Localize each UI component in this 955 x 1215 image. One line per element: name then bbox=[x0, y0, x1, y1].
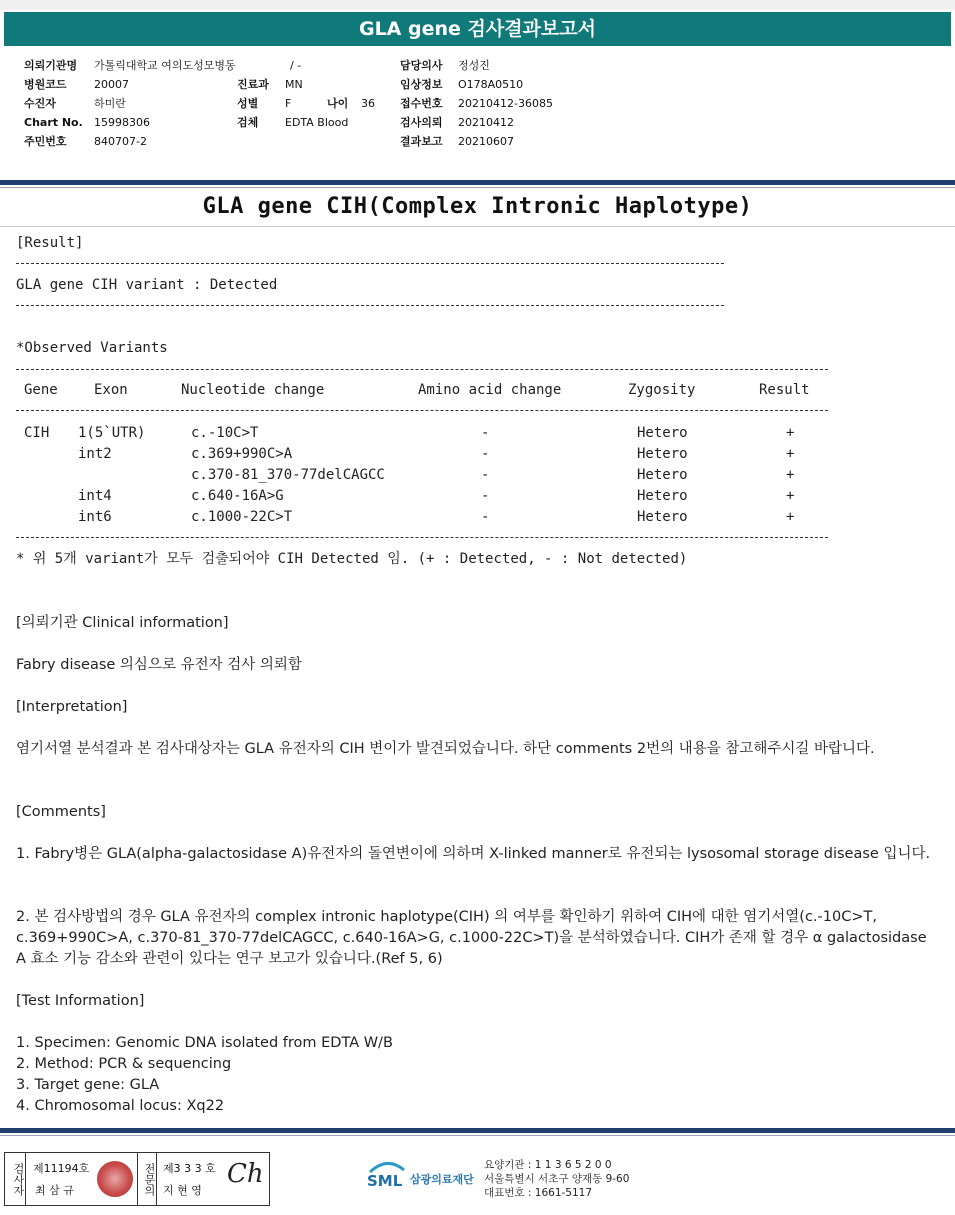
value-receipt-no: 20210412-36085 bbox=[458, 97, 553, 110]
top-strip bbox=[0, 0, 955, 10]
inspector-license-no: 제11194호 bbox=[33, 1162, 90, 1175]
value-hospital-code: 20007 bbox=[94, 78, 129, 91]
col-header-amino: Amino acid change bbox=[418, 382, 562, 398]
table-note: * 위 5개 variant가 모두 검출되어야 CIH Detected 임. (+ : Detected, - : Not detected) bbox=[16, 551, 688, 567]
inspector-name: 최 삼 규 bbox=[35, 1184, 74, 1197]
label-report-date: 결과보고 bbox=[400, 135, 443, 148]
result-line: GLA gene CIH variant : Detected bbox=[16, 277, 278, 293]
label-receipt-no: 접수번호 bbox=[400, 97, 443, 110]
cell-exon: int2 bbox=[78, 446, 112, 462]
col-header-result: Result bbox=[759, 382, 810, 398]
result-dash-bottom bbox=[16, 305, 724, 306]
cell-amino: - bbox=[481, 425, 490, 441]
value-sex: F bbox=[285, 97, 292, 110]
label-clinical-info: 임상정보 bbox=[400, 78, 443, 91]
cell-nucleotide: c.1000-22C>T bbox=[191, 509, 293, 525]
observed-label: *Observed Variants bbox=[16, 340, 168, 356]
divider-top-thin bbox=[0, 187, 955, 188]
comments-header: [Comments] bbox=[16, 804, 106, 820]
label-doctor: 담당의사 bbox=[400, 59, 443, 72]
comment-1: 1. Fabry병은 GLA(alpha-galactosidase A)유전자의 돌연변이에 의하며 X-linked manner로 유전되는 lysosomal storage disease 입니다. bbox=[16, 846, 931, 862]
official-seal-icon bbox=[97, 1161, 133, 1197]
value-age: 36 bbox=[361, 97, 375, 110]
label-request-date: 검사의뢰 bbox=[400, 116, 443, 129]
report-banner-title: GLA gene 검사결과보고서 bbox=[4, 12, 951, 46]
table-dash-bottom bbox=[16, 537, 828, 538]
col-header-zygosity: Zygosity bbox=[628, 382, 696, 398]
cell-result: + bbox=[786, 446, 795, 462]
test-item: 2. Method: PCR & sequencing bbox=[16, 1056, 232, 1072]
signature: Ch bbox=[227, 1159, 264, 1189]
cell-zygosity: Hetero bbox=[637, 425, 688, 441]
cell-result: + bbox=[786, 509, 795, 525]
cell-exon: int6 bbox=[78, 509, 112, 525]
clinical-text: Fabry disease 의심으로 유전자 검사 의뢰함 bbox=[16, 657, 302, 673]
address-line: 서울특별시 서초구 양재동 9-60 bbox=[484, 1173, 630, 1185]
label-department: 진료과 bbox=[237, 78, 269, 91]
sml-logo-mark: SML bbox=[367, 1172, 403, 1190]
value-patient: 하미란 bbox=[94, 97, 126, 110]
cell-zygosity: Hetero bbox=[637, 509, 688, 525]
patient-info-col1 bbox=[24, 56, 236, 151]
value-specimen: EDTA Blood bbox=[285, 116, 349, 129]
value-request-date: 20210412 bbox=[458, 116, 514, 129]
cell-amino: - bbox=[481, 446, 490, 462]
label-patient: 수진자 bbox=[24, 97, 56, 110]
divider-bottom-thin bbox=[0, 1135, 955, 1136]
institution-address bbox=[484, 1158, 629, 1200]
cell-zygosity: Hetero bbox=[637, 446, 688, 462]
label-chart-no: Chart No. bbox=[24, 116, 83, 129]
cell-result: + bbox=[786, 467, 795, 483]
cell-nucleotide: c.369+990C>A bbox=[191, 446, 293, 462]
value-doctor: 정성진 bbox=[458, 59, 490, 72]
cell-nucleotide: c.370-81_370-77delCAGCC bbox=[191, 467, 385, 483]
test-info-header: [Test Information] bbox=[16, 993, 145, 1009]
test-item: 1. Specimen: Genomic DNA isolated from EDTA W/B bbox=[16, 1035, 393, 1051]
col-header-exon: Exon bbox=[94, 382, 128, 398]
label-specimen: 검체 bbox=[237, 116, 259, 129]
cell-nucleotide: c.640-16A>G bbox=[191, 488, 284, 504]
cell-zygosity: Hetero bbox=[637, 488, 688, 504]
value-department: MN bbox=[285, 78, 303, 91]
ward-value: / - bbox=[290, 59, 302, 72]
reviewer-label: 전문의 bbox=[137, 1153, 157, 1205]
test-item: 3. Target gene: GLA bbox=[16, 1077, 160, 1093]
value-report-date: 20210607 bbox=[458, 135, 514, 148]
patient-info-col2 bbox=[237, 75, 375, 132]
label-sex: 성별 bbox=[237, 97, 259, 110]
table-dash-header bbox=[16, 410, 828, 411]
result-dash-top bbox=[16, 263, 724, 264]
label-age: 나이 bbox=[327, 97, 349, 110]
address-line: 대표번호 : 1661-5117 bbox=[484, 1187, 593, 1199]
patient-info-col3 bbox=[400, 56, 553, 151]
label-hospital-code: 병원코드 bbox=[24, 78, 67, 91]
cell-zygosity: Hetero bbox=[637, 467, 688, 483]
address-line: 요양기관 : 1 1 3 6 5 2 0 0 bbox=[484, 1159, 612, 1171]
value-clinical-info: O178A0510 bbox=[458, 78, 524, 91]
label-institution: 의뢰기관명 bbox=[24, 59, 78, 72]
reviewer-license-no: 제3 3 3 호 bbox=[163, 1162, 216, 1175]
value-resident-no: 840707-2 bbox=[94, 135, 147, 148]
value-chart-no: 15998306 bbox=[94, 116, 150, 129]
col-header-gene: Gene bbox=[24, 382, 58, 398]
interpretation-text: 염기서열 분석결과 본 검사대상자는 GLA 유전자의 CIH 변이가 발견되었습니다. 하단 comments 2번의 내용을 참고해주시길 바랍니다. bbox=[16, 741, 875, 757]
reviewer-name: 지 현 영 bbox=[163, 1184, 202, 1197]
sml-logo-icon bbox=[366, 1158, 408, 1192]
cell-amino: - bbox=[481, 467, 490, 483]
result-header: [Result] bbox=[16, 235, 84, 251]
cell-exon: int4 bbox=[78, 488, 112, 504]
cell-result: + bbox=[786, 488, 795, 504]
title-divider bbox=[0, 226, 955, 227]
value-institution: 가톨릭대학교 여의도성모병동 bbox=[94, 59, 236, 72]
col-header-nucleotide: Nucleotide change bbox=[181, 382, 325, 398]
label-resident-no: 주민번호 bbox=[24, 135, 67, 148]
cell-gene: CIH bbox=[24, 425, 50, 441]
cell-result: + bbox=[786, 425, 795, 441]
divider-top bbox=[0, 180, 955, 185]
table-dash-top bbox=[16, 369, 828, 370]
inspector-label: 검사자 bbox=[5, 1153, 26, 1205]
signature-box bbox=[4, 1152, 270, 1206]
cell-amino: - bbox=[481, 488, 490, 504]
clinical-header: [의뢰기관 Clinical information] bbox=[16, 615, 229, 631]
sml-logo-text: 삼광의료재단 bbox=[410, 1173, 474, 1186]
cell-exon: 1(5`UTR) bbox=[78, 425, 146, 441]
report-title: GLA gene CIH(Complex Intronic Haplotype) bbox=[202, 194, 753, 219]
interpretation-header: [Interpretation] bbox=[16, 699, 128, 715]
comment-2: 2. 본 검사방법의 경우 GLA 유전자의 complex intronic haplotype(CIH) 의 여부를 확인하기 위하여 CIH에 대한 염기서열(c.-10C>T, c.369+990C>A, c.370-81_370-77delCAGCC, c.640-16A>G, c.1000-22C>T)을 분석하였습니다. CIH가 존재 할 경우 α galactosidase A 효소 기능 감소와 관련이 있다는 연구 보고가 있습니다.(Ref 5, 6) bbox=[16, 909, 927, 967]
cell-nucleotide: c.-10C>T bbox=[191, 425, 259, 441]
test-item: 4. Chromosomal locus: Xq22 bbox=[16, 1098, 225, 1114]
divider-bottom bbox=[0, 1128, 955, 1133]
cell-amino: - bbox=[481, 509, 490, 525]
